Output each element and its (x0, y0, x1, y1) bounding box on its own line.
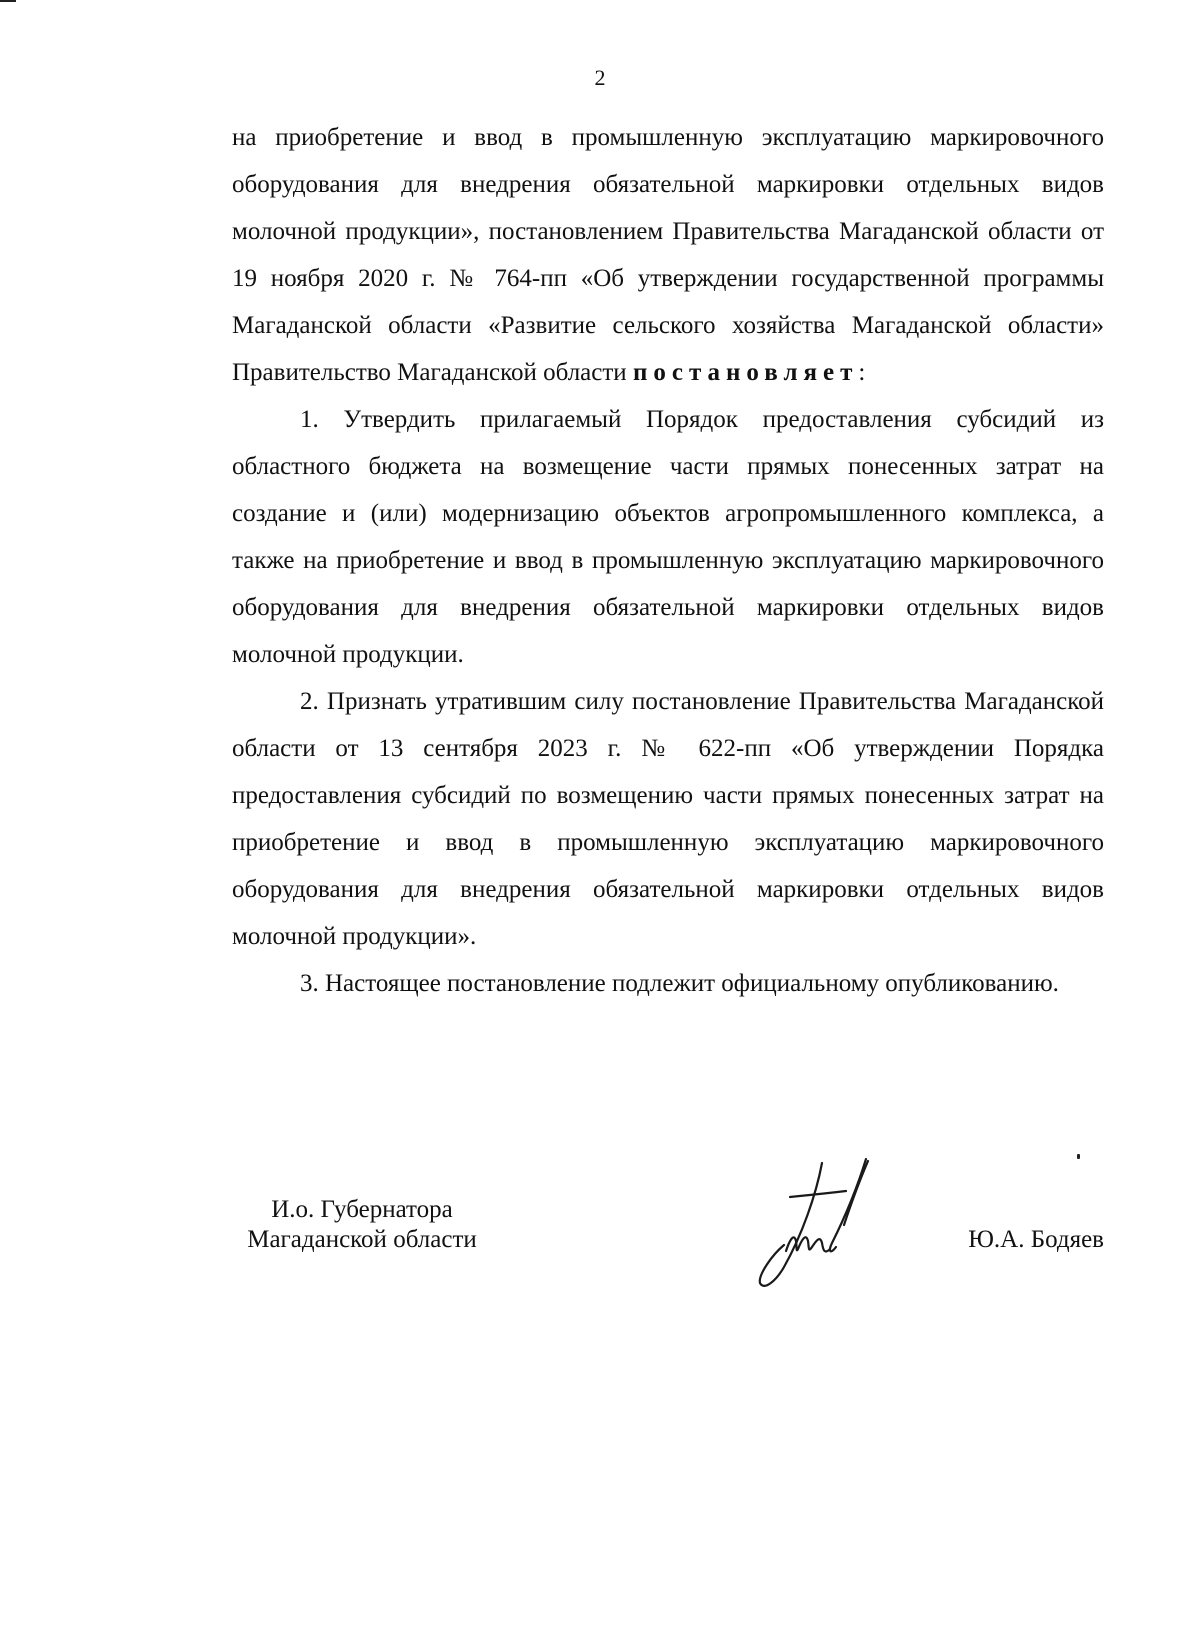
signatory-title (232, 1195, 492, 1255)
signatory-name: Ю.А. Бодяев (968, 1226, 1104, 1253)
document-body (232, 114, 1104, 1007)
scan-corner-mark (0, 0, 16, 2)
intro-paragraph (232, 114, 1104, 396)
page-number: 2 (594, 65, 606, 90)
decree-word: постановляет (632, 359, 859, 386)
signature-block (232, 1195, 1104, 1305)
scan-speck (1077, 1154, 1080, 1159)
decree-colon: : (858, 359, 866, 386)
item-3-paragraph: 3. Настоящее постановление подлежит официальному опубликованию. (300, 970, 1059, 997)
item-1-paragraph: 1. Утвердить прилагаемый Порядок предоставления субсидий из областного бюджета на возмещение части прямых понесенных затрат на создание и (или) модернизацию объектов агропромышленного комплекса, а также на приобретение и ввод в промышленную эксплуатацию маркировочного оборудования для внедрения обязательной маркировки отдельных видов молочной продукции. (232, 406, 1104, 668)
signatory-title-line-1: И.о. Губернатора (271, 1196, 453, 1223)
item-2-paragraph: 2. Признать утратившим силу постановление Правительства Магаданской области от 13 сентября 2023 г. № 622-пп «Об утверждении Порядка предоставления субсидий по возмещению части прямых понесенных затрат на приобретение и ввод в промышленную эксплуатацию маркировочного оборудования для внедрения обязательной маркировки отдельных видов молочной продукции». (232, 688, 1104, 950)
intro-text: на приобретение и ввод в промышленную эксплуатацию маркировочного оборудования для внедрения обязательной маркировки отдельных видов молочной продукции», постановлением Правительства Магаданской области от 19 ноября 2020 г. № 764-пп «Об утверждении государственной программы Магаданской области «Развитие сельского хозяйства Магаданской области» Правительство Магаданской области (232, 124, 1104, 386)
signatory-title-line-2: Магаданской области (247, 1226, 477, 1253)
handwritten-signature-icon (750, 1155, 880, 1295)
